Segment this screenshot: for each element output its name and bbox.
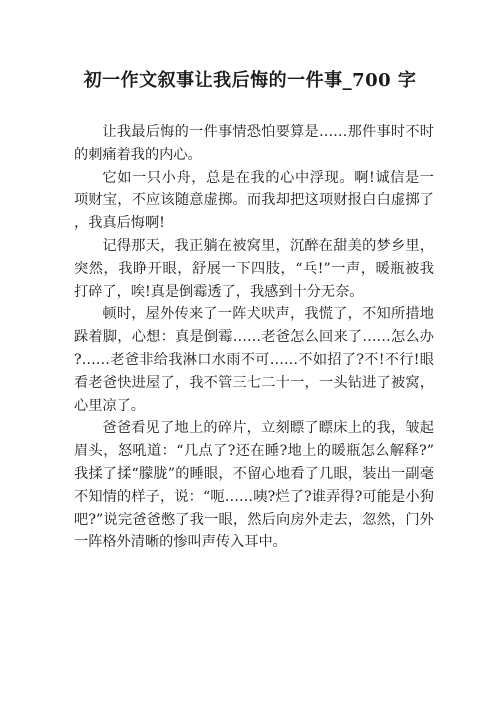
paragraph: 让我最后悔的一件事情恐怕要算是……那件事时不时的刺痛着我的内心。 bbox=[74, 124, 434, 163]
paragraph: 顿时，屋外传来了一阵犬吠声，我慌了，不知所措地跺着脚，心想：真是倒霉……老爸怎么回来了……怎么办?……老爸非给我淋口水雨不可……不如招了?不!不行!眼看老爸快进屋了，我不管三七二十一，一头钻进了被窝，心里凉了。 bbox=[74, 306, 434, 414]
document-body bbox=[74, 121, 434, 554]
document-title: 初一作文叙事让我后悔的一件事_700 字 bbox=[83, 70, 417, 91]
paragraph: 爸爸看见了地上的碎片，立刻瞟了瞟床上的我，皱起眉头，怒吼道：“几点了?还在睡?地上的暖瓶怎么解释?”我揉了揉“朦胧”的睡眼，不留心地看了几眼，装出一副毫不知情的样子，说：“呃……咦?烂了?谁弄得?可能是小狗吧?”说完爸爸憋了我一眼，然后向房外走去，忽然，门外一阵格外清晰的惨叫声传入耳中。 bbox=[74, 420, 434, 551]
paragraph: 记得那天，我正躺在被窝里，沉醉在甜美的梦乡里，突然，我睁开眼，舒展一下四肢，“乓!”一声，暖瓶被我打碎了，唉!真是倒霉透了，我感到十分无奈。 bbox=[74, 237, 434, 300]
paragraph: 它如一只小舟，总是在我的心中浮现。啊!诚信是一项财宝，不应该随意虚掷。而我却把这项财报白白虚掷了，我真后悔啊! bbox=[74, 169, 434, 232]
